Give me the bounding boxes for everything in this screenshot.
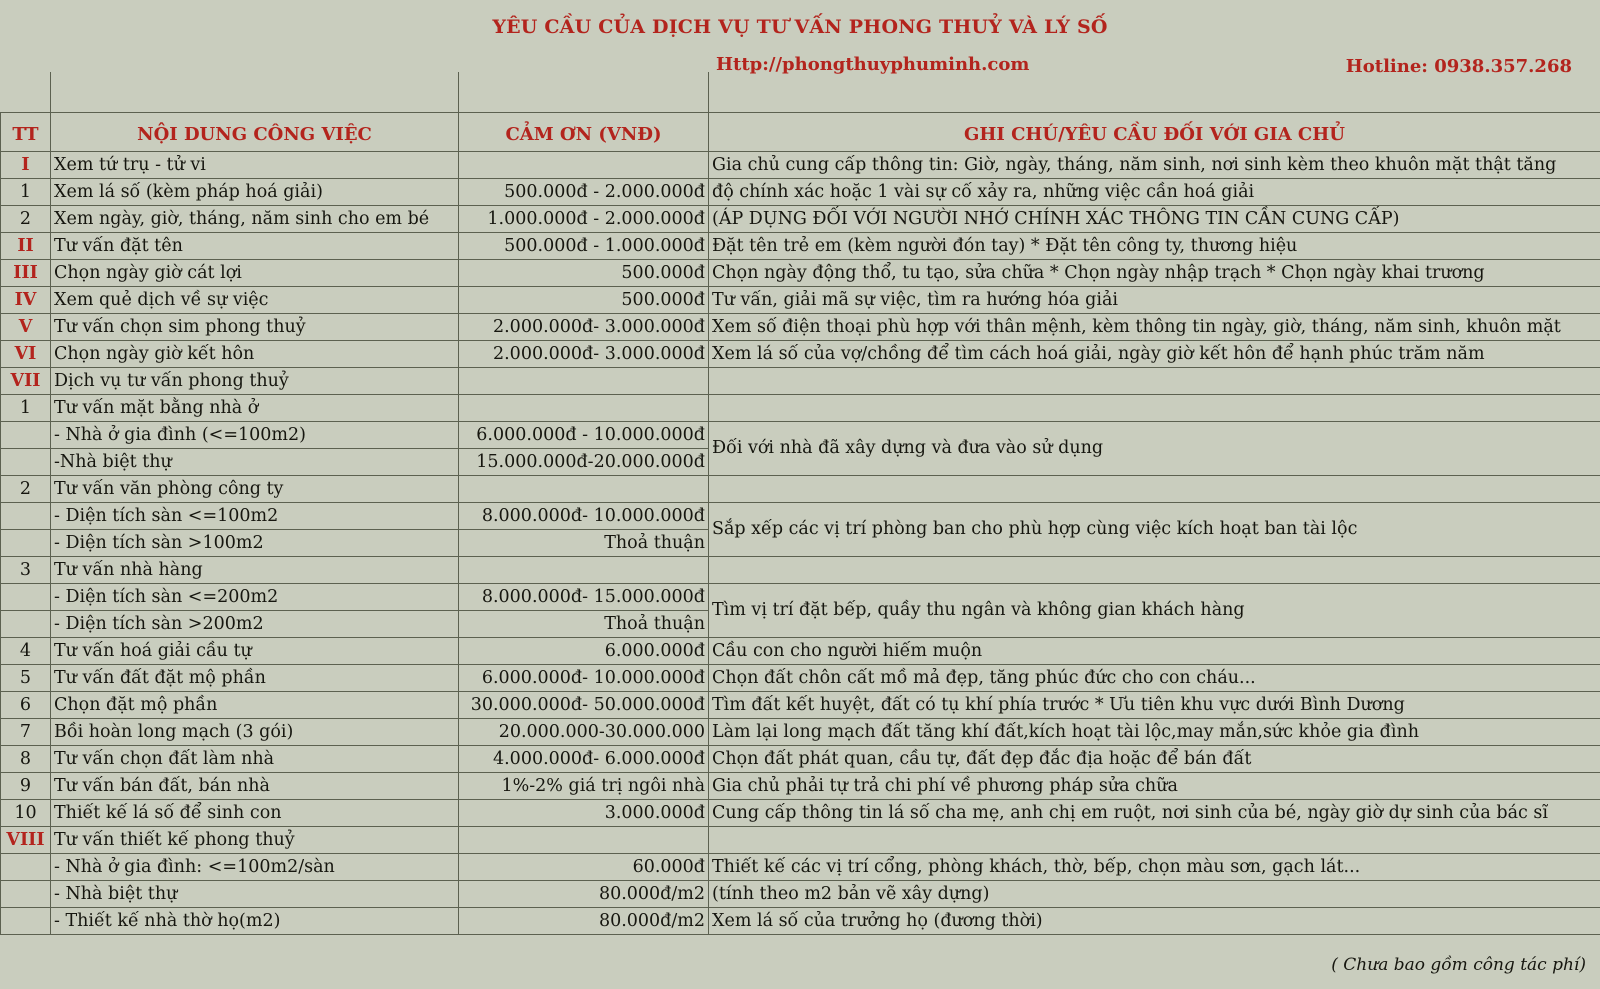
row-number [1, 854, 51, 881]
service-price: 80.000đ/m2 [459, 908, 709, 935]
row-number: 8 [1, 746, 51, 773]
service-name: Thiết kế lá số để sinh con [51, 800, 459, 827]
service-name: Dịch vụ tư vấn phong thuỷ [51, 368, 459, 395]
service-price [459, 368, 709, 395]
service-name: Tư vấn bán đất, bán nhà [51, 773, 459, 800]
service-name: Tư vấn thiết kế phong thuỷ [51, 827, 459, 854]
table-row [1, 800, 1600, 827]
service-name: Xem ngày, giờ, tháng, năm sinh cho em bé [51, 206, 459, 233]
service-name: Tư vấn chọn sim phong thuỷ [51, 314, 459, 341]
table-row [1, 908, 1600, 935]
service-price: 500.000đ - 1.000.000đ [459, 233, 709, 260]
row-number: 6 [1, 692, 51, 719]
column-divider [50, 72, 51, 112]
service-name: Tư vấn đất đặt mộ phần [51, 665, 459, 692]
service-price: 1.000.000đ - 2.000.000đ [459, 206, 709, 233]
table-row [1, 746, 1600, 773]
table-row [1, 584, 1600, 611]
service-price: 4.000.000đ- 6.000.000đ [459, 746, 709, 773]
row-number [1, 530, 51, 557]
service-note: Gia chủ cung cấp thông tin: Giờ, ngày, tháng, năm sinh, nơi sinh kèm theo khuôn mặt thật tăng [709, 152, 1600, 179]
service-price: 2.000.000đ- 3.000.000đ [459, 341, 709, 368]
column-divider [458, 72, 459, 112]
row-number: 7 [1, 719, 51, 746]
service-note [709, 395, 1600, 422]
service-price: Thoả thuận [459, 530, 709, 557]
website-link[interactable]: Http://phongthuyphuminh.com [716, 54, 1030, 75]
column-header-content: NỘI DUNG CÔNG VIỆC [51, 113, 459, 152]
table-row [1, 665, 1600, 692]
service-name: Xem quẻ dịch về sự việc [51, 287, 459, 314]
service-price: 500.000đ [459, 260, 709, 287]
service-note: Cung cấp thông tin lá số cha mẹ, anh chị em ruột, nơi sinh của bé, ngày giờ dự sinh của bác sĩ [709, 800, 1600, 827]
service-note: Chọn đất chôn cất mồ mả đẹp, tăng phúc đức cho con cháu... [709, 665, 1600, 692]
service-name: Chọn đặt mộ phần [51, 692, 459, 719]
table-row [1, 422, 1600, 449]
service-price: 500.000đ [459, 287, 709, 314]
service-name: - Thiết kế nhà thờ họ(m2) [51, 908, 459, 935]
table-row [1, 233, 1600, 260]
table-row [1, 368, 1600, 395]
row-number: 9 [1, 773, 51, 800]
price-table [0, 112, 1600, 935]
table-header-row [1, 113, 1600, 152]
table-row [1, 206, 1600, 233]
service-note: Xem số điện thoại phù hợp với thân mệnh, kèm thông tin ngày, giờ, tháng, năm sinh, khuôn mặt [709, 314, 1600, 341]
service-price: 30.000.000đ- 50.000.000đ [459, 692, 709, 719]
service-price [459, 395, 709, 422]
table-row [1, 395, 1600, 422]
table-row [1, 314, 1600, 341]
table-row [1, 557, 1600, 584]
row-number: 3 [1, 557, 51, 584]
table-row [1, 287, 1600, 314]
service-note: Sắp xếp các vị trí phòng ban cho phù hợp cùng việc kích hoạt ban tài lộc [709, 503, 1600, 557]
service-name: - Diện tích sàn >100m2 [51, 530, 459, 557]
service-price [459, 152, 709, 179]
service-note: Gia chủ phải tự trả chi phí về phương pháp sửa chữa [709, 773, 1600, 800]
row-number [1, 422, 51, 449]
row-number: 4 [1, 638, 51, 665]
service-note: Đặt tên trẻ em (kèm người đón tay) * Đặt tên công ty, thương hiệu [709, 233, 1600, 260]
service-price [459, 557, 709, 584]
service-note: Tư vấn, giải mã sự việc, tìm ra hướng hóa giải [709, 287, 1600, 314]
row-number: 2 [1, 476, 51, 503]
service-price: 6.000.000đ - 10.000.000đ [459, 422, 709, 449]
service-name: Xem lá số (kèm pháp hoá giải) [51, 179, 459, 206]
hotline-text: Hotline: 0938.357.268 [1345, 56, 1572, 77]
service-name: Chọn ngày giờ cát lợi [51, 260, 459, 287]
table-row [1, 854, 1600, 881]
service-price: 8.000.000đ- 10.000.000đ [459, 503, 709, 530]
row-number: IV [1, 287, 51, 314]
row-number [1, 881, 51, 908]
row-number [1, 611, 51, 638]
service-price: Thoả thuận [459, 611, 709, 638]
table-row [1, 503, 1600, 530]
table-row [1, 179, 1600, 206]
service-name: - Nhà ở gia đình: <=100m2/sàn [51, 854, 459, 881]
service-name: - Nhà ở gia đình (<=100m2) [51, 422, 459, 449]
table-row [1, 773, 1600, 800]
row-number [1, 908, 51, 935]
service-price [459, 476, 709, 503]
service-name: Tư vấn chọn đất làm nhà [51, 746, 459, 773]
service-note: (ÁP DỤNG ĐỐI VỚI NGƯỜI NHỚ CHÍNH XÁC THÔNG TIN CẦN CUNG CẤP) [709, 206, 1600, 233]
footnote: ( Chưa bao gồm công tác phí) [1331, 955, 1586, 975]
row-number: II [1, 233, 51, 260]
service-name: - Diện tích sàn <=100m2 [51, 503, 459, 530]
service-price: 3.000.000đ [459, 800, 709, 827]
service-note: Chọn ngày động thổ, tu tạo, sửa chữa * Chọn ngày nhập trạch * Chọn ngày khai trương [709, 260, 1600, 287]
column-header-tt: TT [1, 113, 51, 152]
service-price: 80.000đ/m2 [459, 881, 709, 908]
table-row [1, 881, 1600, 908]
service-name: - Nhà biệt thự [51, 881, 459, 908]
service-note: Làm lại long mạch đất tăng khí đất,kích hoạt tài lộc,may mắn,sức khỏe gia đình [709, 719, 1600, 746]
service-note: Chọn đất phát quan, cầu tự, đất đẹp đắc địa hoặc để bán đất [709, 746, 1600, 773]
row-number: 5 [1, 665, 51, 692]
service-note [709, 476, 1600, 503]
service-note: Đối với nhà đã xây dựng và đưa vào sử dụng [709, 422, 1600, 476]
document-title: YÊU CẦU CỦA DỊCH VỤ TƯ VẤN PHONG THUỶ VÀ LÝ SỐ [492, 16, 1108, 38]
row-number: III [1, 260, 51, 287]
service-name: -Nhà biệt thự [51, 449, 459, 476]
service-name: Chọn ngày giờ kết hôn [51, 341, 459, 368]
row-number [1, 449, 51, 476]
table-row [1, 827, 1600, 854]
row-number [1, 503, 51, 530]
service-price: 1%-2% giá trị ngôi nhà [459, 773, 709, 800]
service-name: - Diện tích sàn >200m2 [51, 611, 459, 638]
service-note: Tìm đất kết huyệt, đất có tụ khí phía trước * Ưu tiên khu vực dưới Bình Dương [709, 692, 1600, 719]
service-note [709, 827, 1600, 854]
service-note: Thiết kế các vị trí cổng, phòng khách, thờ, bếp, chọn màu sơn, gạch lát... [709, 854, 1600, 881]
service-price: 6.000.000đ- 10.000.000đ [459, 665, 709, 692]
service-price: 500.000đ - 2.000.000đ [459, 179, 709, 206]
row-number: VII [1, 368, 51, 395]
row-number: 1 [1, 179, 51, 206]
service-price: 15.000.000đ-20.000.000đ [459, 449, 709, 476]
column-header-price: CẢM ƠN (VNĐ) [459, 113, 709, 152]
service-price [459, 827, 709, 854]
service-name: Bồi hoàn long mạch (3 gói) [51, 719, 459, 746]
service-name: Tư vấn mặt bằng nhà ở [51, 395, 459, 422]
service-note: Xem lá số của vợ/chồng để tìm cách hoá giải, ngày giờ kết hôn để hạnh phúc trăm năm [709, 341, 1600, 368]
service-price: 8.000.000đ- 15.000.000đ [459, 584, 709, 611]
row-number: 1 [1, 395, 51, 422]
service-note: Xem lá số của trưởng họ (đương thời) [709, 908, 1600, 935]
service-price: 2.000.000đ- 3.000.000đ [459, 314, 709, 341]
table-row [1, 638, 1600, 665]
service-name: Tư vấn đặt tên [51, 233, 459, 260]
service-price: 20.000.000-30.000.000 [459, 719, 709, 746]
service-price: 6.000.000đ [459, 638, 709, 665]
table-row [1, 152, 1600, 179]
row-number: VIII [1, 827, 51, 854]
table-row [1, 260, 1600, 287]
service-note: Tìm vị trí đặt bếp, quầy thu ngân và không gian khách hàng [709, 584, 1600, 638]
row-number: 2 [1, 206, 51, 233]
service-name: Tư vấn văn phòng công ty [51, 476, 459, 503]
row-number: 10 [1, 800, 51, 827]
service-note [709, 557, 1600, 584]
table-row [1, 692, 1600, 719]
service-name: Tư vấn hoá giải cầu tự [51, 638, 459, 665]
service-name: - Diện tích sàn <=200m2 [51, 584, 459, 611]
service-name: Xem tứ trụ - tử vi [51, 152, 459, 179]
table-body [1, 152, 1600, 935]
row-number: V [1, 314, 51, 341]
table-row [1, 719, 1600, 746]
row-number [1, 584, 51, 611]
service-note: (tính theo m2 bản vẽ xây dựng) [709, 881, 1600, 908]
row-number: I [1, 152, 51, 179]
service-note: độ chính xác hoặc 1 vài sự cố xảy ra, những việc cần hoá giải [709, 179, 1600, 206]
row-number: VI [1, 341, 51, 368]
service-note: Cầu con cho người hiếm muộn [709, 638, 1600, 665]
column-divider [708, 72, 709, 112]
column-header-note: GHI CHÚ/YÊU CẦU ĐỐI VỚI GIA CHỦ [709, 113, 1600, 152]
service-price: 60.000đ [459, 854, 709, 881]
table-row [1, 476, 1600, 503]
table-row [1, 341, 1600, 368]
service-name: Tư vấn nhà hàng [51, 557, 459, 584]
service-note [709, 368, 1600, 395]
